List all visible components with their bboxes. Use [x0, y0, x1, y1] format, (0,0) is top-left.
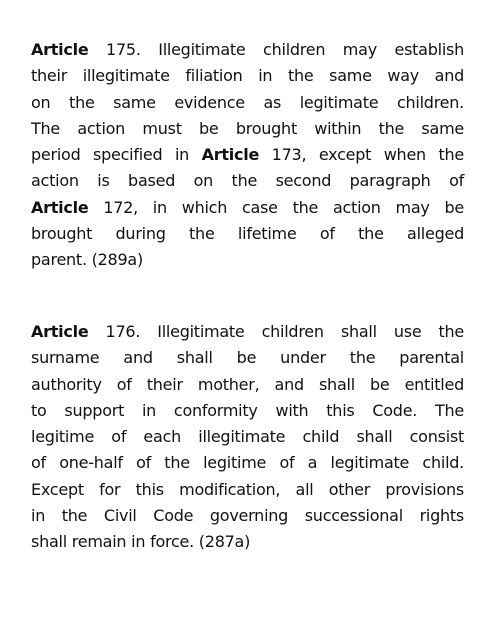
text-line [31, 37, 464, 63]
text-line [31, 142, 464, 168]
article-176-paragraph [31, 319, 464, 556]
text-line: parent. (289a) [31, 250, 143, 270]
line-text: 175. Illegitimate children may establish [88, 40, 464, 59]
text-line: on the same evidence as legitimate children. [31, 92, 464, 112]
text-line: shall remain in force. (287a) [31, 532, 251, 552]
text-line: of one-half of the legitime of a legitimate child. [31, 453, 464, 473]
text-line: action is based on the second paragraph of [31, 171, 464, 191]
line-text: 172, in which case the action may be [88, 197, 464, 217]
text-line: their illegitimate filiation in the same way and [31, 66, 464, 86]
text-line: legitime of each illegitimate child shall consist [31, 427, 464, 447]
text-line: Except for this modification, all other provisions [31, 479, 464, 499]
text-line: in the Civil Code governing successional rights [31, 506, 464, 526]
article-175-paragraph [31, 37, 464, 274]
text-line [31, 195, 464, 221]
article-keyword: Article [31, 322, 89, 341]
line-text: period specified in [31, 145, 202, 165]
article-keyword: Article [201, 145, 260, 165]
text-line: The action must be brought within the same [31, 118, 464, 138]
line-text: 176. Illegitimate children shall use the [88, 322, 464, 341]
text-line: authority of their mother, and shall be entitled [31, 374, 464, 394]
article-keyword: Article [31, 40, 89, 59]
text-line: to support in conformity with this Code. The [31, 400, 464, 420]
text-line [31, 319, 464, 345]
line-text: 173, except when the [259, 145, 464, 165]
text-line: surname and shall be under the parental [31, 348, 464, 368]
article-keyword: Article [31, 197, 89, 217]
text-line: brought during the lifetime of the alleged [31, 224, 464, 244]
